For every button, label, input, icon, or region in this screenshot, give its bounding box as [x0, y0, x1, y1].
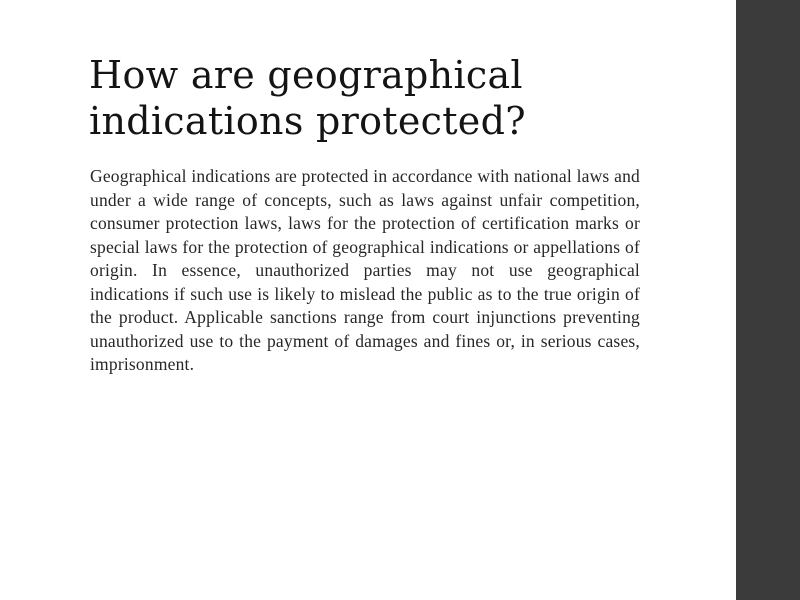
slide-title: How are geographical indications protected?	[89, 53, 526, 143]
side-panel	[736, 0, 800, 600]
slide-body-text: Geographical indications are protected in accordance with national laws and under a wide range of concepts, such as laws against unfair competition, consumer protection laws, laws for the protection of certification marks or special laws for the protection of geographical indications or appellations of origin. In essence, unauthorized parties may not use geographical indications if such use is likely to mislead the public as to the true origin of the product. Applicable sanctions range from court injunctions preventing unauthorized use to the payment of damages and fines or, in serious cases, imprisonment.	[90, 166, 640, 374]
